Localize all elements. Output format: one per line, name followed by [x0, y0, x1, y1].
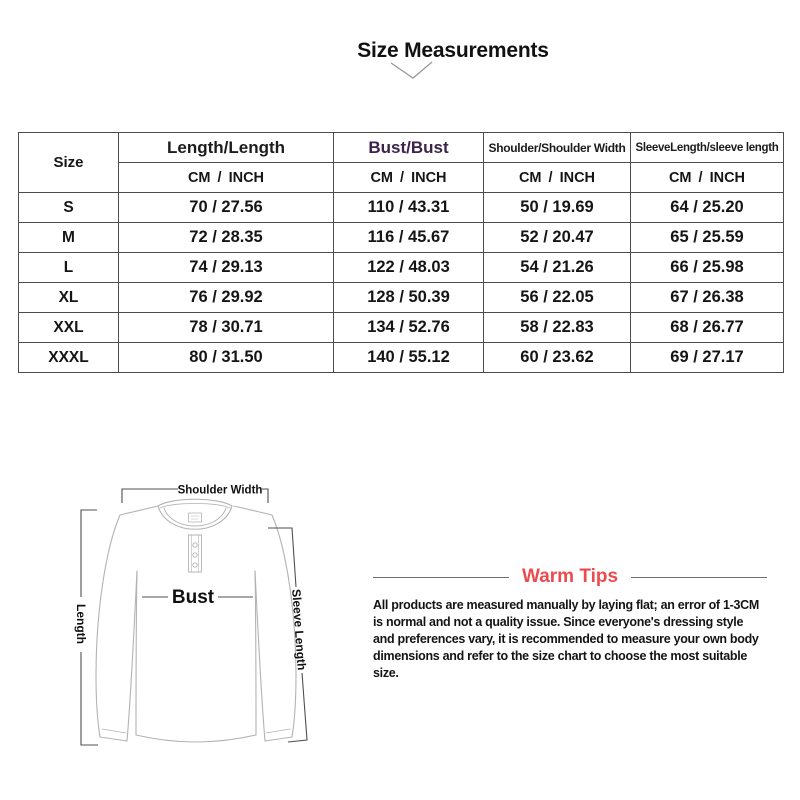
warm-tips-section — [373, 565, 767, 682]
shirt-outline-drawing — [96, 499, 296, 742]
unit-cell-bust: CM / INCH — [334, 163, 484, 193]
shoulder-width-label: Shoulder Width — [177, 484, 263, 497]
warm-tips-text: All products are measured manually by laying flat; an error of 1-3CM is normal and not a quality issue. Since everyone's dressing style and preferences vary, it is recommended to measure your own body dimensions and refer to the size chart to choose the most suitable size. — [373, 598, 759, 680]
table-row — [19, 343, 784, 373]
sleeve-value: 64 / 25.20 — [631, 193, 784, 223]
shoulder-value: 58 / 22.83 — [484, 313, 631, 343]
length-value: 74 / 29.13 — [119, 253, 334, 283]
bust-value: 128 / 50.39 — [334, 283, 484, 313]
size-value: S — [19, 193, 119, 223]
length-value: 80 / 31.50 — [119, 343, 334, 373]
bust-value: 110 / 43.31 — [334, 193, 484, 223]
table-row — [19, 193, 784, 223]
chevron-down-icon — [389, 59, 435, 81]
length-value: 72 / 28.35 — [119, 223, 334, 253]
bust-value: 140 / 55.12 — [334, 343, 484, 373]
sleeve-value: 68 / 26.77 — [631, 313, 784, 343]
warm-tips-title: Warm Tips — [521, 566, 619, 587]
table-row — [19, 283, 784, 313]
size-value: XXXL — [19, 343, 119, 373]
divider-line-right — [631, 577, 767, 578]
header-row-units — [19, 163, 784, 193]
garment-measurement-diagram — [55, 475, 325, 770]
column-header-length: Length/Length — [119, 133, 334, 163]
unit-cell-shoulder: CM / INCH — [484, 163, 631, 193]
table-row — [19, 223, 784, 253]
size-column-header: Size — [19, 133, 119, 193]
unit-cell-length: CM / INCH — [119, 163, 334, 193]
warm-tips-header — [373, 565, 767, 589]
unit-cell-sleeve: CM / INCH — [631, 163, 784, 193]
shoulder-value: 50 / 19.69 — [484, 193, 631, 223]
sleeve-value: 69 / 27.17 — [631, 343, 784, 373]
bust-value: 122 / 48.03 — [334, 253, 484, 283]
divider-line-left — [373, 577, 509, 578]
bust-value: 116 / 45.67 — [334, 223, 484, 253]
column-header-sleeve: SleeveLength/sleeve length — [631, 133, 784, 163]
size-value: M — [19, 223, 119, 253]
length-value: 78 / 30.71 — [119, 313, 334, 343]
sleeve-value: 66 / 25.98 — [631, 253, 784, 283]
size-value: XL — [19, 283, 119, 313]
column-header-bust: Bust/Bust — [334, 133, 484, 163]
shoulder-value: 60 / 23.62 — [484, 343, 631, 373]
sleeve-value: 65 / 25.59 — [631, 223, 784, 253]
size-measurements-table — [18, 132, 784, 373]
size-value: XXL — [19, 313, 119, 343]
size-value: L — [19, 253, 119, 283]
table-row — [19, 253, 784, 283]
table-row — [19, 313, 784, 343]
page-title: Size Measurements — [357, 39, 549, 62]
shoulder-value: 52 / 20.47 — [484, 223, 631, 253]
length-value: 70 / 27.56 — [119, 193, 334, 223]
sleeve-value: 67 / 26.38 — [631, 283, 784, 313]
header-row-main — [19, 133, 784, 163]
column-header-shoulder: Shoulder/Shoulder Width — [484, 133, 631, 163]
sleeve-length-label: Sleeve Length — [289, 588, 309, 671]
shoulder-value: 56 / 22.05 — [484, 283, 631, 313]
length-value: 76 / 29.92 — [119, 283, 334, 313]
bust-value: 134 / 52.76 — [334, 313, 484, 343]
shoulder-value: 54 / 21.26 — [484, 253, 631, 283]
bust-label: Bust — [171, 587, 215, 608]
length-label: Length — [74, 604, 88, 644]
